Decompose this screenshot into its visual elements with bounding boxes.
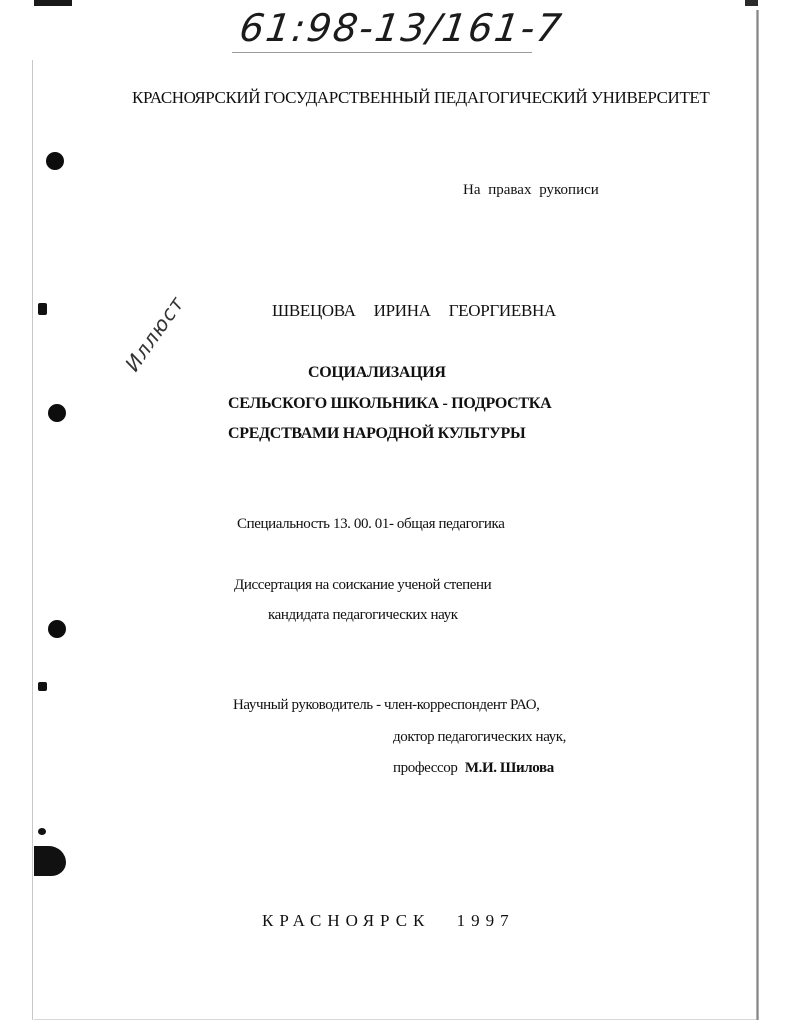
supervisor-line-3 bbox=[393, 760, 554, 777]
dissertation-line-1: Диссертация на соискание ученой степени bbox=[234, 577, 492, 593]
scan-edge-mark bbox=[745, 0, 758, 6]
dissertation-line-2: кандидата педагогических наук bbox=[268, 607, 458, 623]
thesis-title-line-1: СОЦИАЛИЗАЦИЯ bbox=[308, 364, 446, 381]
author-name: ШВЕЦОВА ИРИНА ГЕОРГИЕВНА bbox=[272, 301, 556, 320]
binding-mark bbox=[34, 846, 66, 876]
margin-handwriting: Иллюст bbox=[120, 291, 189, 376]
binding-hole bbox=[46, 152, 64, 170]
page-right-edge bbox=[756, 10, 759, 1020]
scan-edge-mark bbox=[34, 0, 72, 6]
rights-note: На правах рукописи bbox=[463, 182, 599, 198]
city-year: КРАСНОЯРСК 1997 bbox=[262, 911, 515, 930]
binding-mark bbox=[38, 828, 46, 835]
supervisor-line-2: доктор педагогических наук, bbox=[393, 729, 567, 745]
specialty: Специальность 13. 00. 01- общая педагогика bbox=[237, 516, 505, 532]
page-bottom-edge bbox=[34, 1019, 756, 1020]
archive-number: 61:98-13/161-7 bbox=[236, 6, 566, 50]
thesis-title-line-2: СЕЛЬСКОГО ШКОЛЬНИКА - ПОДРОСТКА bbox=[228, 395, 552, 412]
archive-underline bbox=[232, 52, 532, 53]
thesis-title-line-3: СРЕДСТВАМИ НАРОДНОЙ КУЛЬТУРЫ bbox=[228, 425, 526, 442]
binding-mark bbox=[38, 682, 47, 691]
supervisor-title: профессор bbox=[393, 760, 458, 776]
page-left-edge bbox=[32, 60, 33, 1020]
supervisor-line-1: Научный руководитель - член-корреспондент РАО, bbox=[233, 697, 540, 713]
supervisor-name: М.И. Шилова bbox=[464, 760, 554, 776]
binding-hole bbox=[48, 404, 66, 422]
binding-hole bbox=[48, 620, 66, 638]
university-name: КРАСНОЯРСКИЙ ГОСУДАРСТВЕННЫЙ ПЕДАГОГИЧЕСКИЙ УНИВЕРСИТЕТ bbox=[132, 88, 710, 107]
binding-mark bbox=[38, 303, 47, 315]
